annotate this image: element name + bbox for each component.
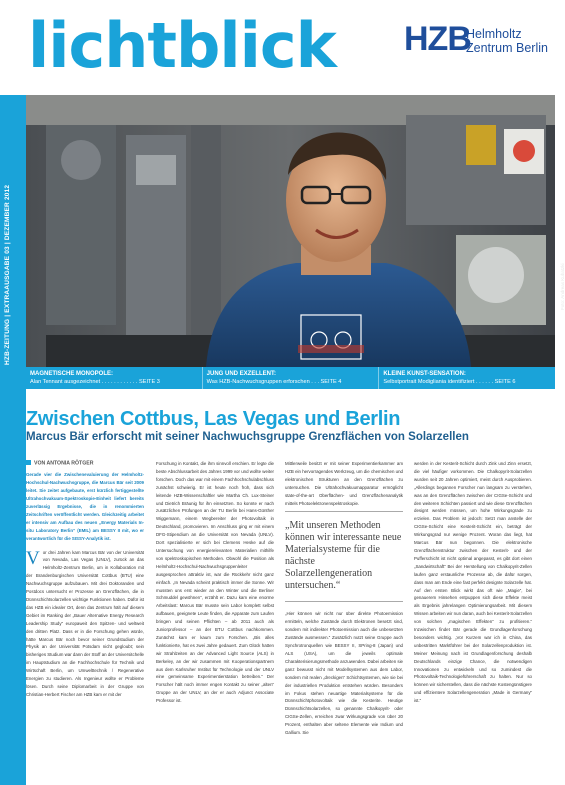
article-column-4: [414, 460, 532, 705]
photo-credit: Foto: Andreas Kubatzki: [560, 263, 565, 310]
article-lead: Gerade vier die Zwischenevaluierung der Helmholtz-Hochschul-Nachwuchsgruppe, die Marcus Bär seit 2009 leitet. Sie zeitet aufgebaute, erst kürzlich fertiggestellte Ultrahochvakuum-Spektroskopie-Einheit liefert bereits zuverlässig Ergebnisse, die in renommierten Zeitschriften veröffentlicht werden. Gleichzeitig arbeitet er intensiv am Aufbau des neuen „Energy Materials In-situ Laboratory Berlin“ (EMIL) am BESSY II mit, wo er verantwortlich für die SISSY-Analytik ist.: [26, 472, 144, 541]
article-paragraph: Forschung in Kontakt, die ihm sinnvoll erschien. Er legte die beste Abschlussarbeit des Jahres 1999 vor und wollte weiter forschen. Doch das war mit einem Fachhochschulabschluss zunächst schwierig. Er ist heute noch froh, dass sich leitende HZB-Wissenschaftler wie Martha Ch. Lux-Steiner und Dietrich Bräunig für ihn einsetzten. So konnte er nach zusätzlichen Prüfungen an der TU Berlin bei Hans-Günther Wiggemann, einem Wegbereiter der Photovoltaik in Deutschland, promovieren. Im Anschluss ging er mit einem DFG-Stipendium an die Universität von Nevada (UNLV). Dort spezialisierte er sich bei Clemens Heske auf die Untersuchung von energierelevanten Materialien mithilfe von spektroskopischen Methoden. Obwohl die Position als Helmholtz-Hochschul-Nachwuchsgruppenleiter ausgesprochen attraktiv ist, war die Rückkehr nicht ganz einfach. „In Nevada scheint praktisch immer die Sonne. Wir mussten uns erst wieder an den Winter und die Berliner Schmuddel gewöhnen“, erzählt er. Dazu kam eine enorme Arbeitslast: Marcus Bär musste sein Labor komplett selbst aufbauen, geeignete Leute finden, die Apparate zum Laufen bringen und seinen Pflichten – ab 2011 auch als Juniorprofessor – an der BTU Cottbus nachkommen. Zunächst kam er kaum zum Forschen. „Bis alles funktionierte, hat es zwei Jahre gedauert. Zum Glück hatten wir Strahlzeiten an der Advanced Light Source (ALS) in Berkeley, an der wir zusammen mit Kooperationspartnern aus dem Karlsruher Institut für Technologie und der UNLV eine gemeinsame Experimentierstation betreiben.“ Der Forscher hält noch immer engen Kontakt zu seiner „alten“ Gruppe an der UNLV, an der er auch Adjunct Associate Professor ist.: [156, 461, 274, 704]
teaser-text: Selbstportrait Modigliania identifiziert . . . . . . SEITE 6: [383, 379, 516, 385]
article-subheadline: Marcus Bär erforscht mit seiner Nachwuchsgruppe Grenzflächen von Solarzellen: [26, 431, 469, 443]
issue-info-text: HZB-ZEITUNG | EXTRAAUSGABE 03 | DEZEMBER 2012: [4, 184, 11, 365]
byline-text: VON ANTONIA RÖTGER: [34, 460, 94, 467]
teaser-heading: JUNG UND EXZELLENT:: [206, 371, 277, 377]
teaser-text: Alan Tennant ausgezeichnet . . . . . . . . . . . . SEITE 3: [30, 379, 160, 385]
teaser-heading: KLEINE KUNST-SENSATION:: [383, 371, 466, 377]
teaser-heading: MAGNETISCHE MONOPOLE:: [30, 371, 114, 377]
article-column-3: [285, 460, 403, 737]
dropcap: V: [26, 547, 40, 569]
hzb-logo-name-line2: Zentrum Berlin: [466, 41, 548, 55]
hzb-logo-mark: HZB: [404, 20, 471, 58]
article-column-2: [156, 460, 274, 705]
article-headline: Zwischen Cottbus, Las Vegas und Berlin: [26, 408, 401, 430]
cover-photo: [26, 95, 565, 367]
cover-photo-illustration: [26, 95, 555, 367]
article-paragraph: [26, 549, 144, 699]
article-paragraph: werden in der Kesterit-Schicht durch Zink und Zinn ersetzt, die viel häufiger vorkommen. Die Chalkopyrit-Solarzellen wurden seit 20 Jahren optimiert, meist durch Ausprobieren. „Allerdings begannen Forscher nun langsam zu verstehen, was an den Grenzflächen zwischen der CIGSe-Schicht und den weiteren Schichten passiert und wie diese Grenzflächen designt werden müssen, um hohe Wirkungsgrade zu erzielen. Das Problem ist jedoch: Setzt man anstelle der CIGSe-Schicht eine Kesterit-Schicht ein, beträgt der Wirkungsgrad nur wenige Prozent. Woran das liegt, hat Marcus Bär nun begonnen. Die elektronische Grenzflächenstruktur zwischen der Kesterit- und der Pufferschicht ist nicht optimal angepasst, es gibt dort einen „Sandwirtschaft“ Bei der Herstellung von Chalkopyrit-Zellen laufen ganz erstaunliche Prozesse ab, die dafür sorgen, dass man am Ende eine fast perfekt designte Solarzelle hat. Auf den ersten Blick wirkt das oft wie „Magie“, bei genauerem Hinsehen entpuppen sich diese Effekte meist als Ergebnis jahrelangen Optimierungsarbeit. Mit diesem Wissen arbeiten wir nun daran, auch bei Kesterit-Solarzellen von solchen „magischen Effekten“ zu profitieren.“ Inzwischen findet Bär gerade die Grundlagenforschung besonders wichtig. „Vor Kurzem war ich in China, das unbestritten Marktführer bei der Solarzellenproduktion ist. Meiner Meinung nach ist Grundlagenforschung deshalb Deutschlands einzige Chance, die notwendigen Innovationen zu entwickeln und so zumindest die Photovoltaik-Technologieführerschaft zu halten. Nur so können wir sicherstellen, dass die nächste Kostengünstigere und effizientere Solarzellengeneration „Made in Germany“ ist.“: [414, 461, 532, 704]
pull-quote: „Mit unseren Methoden können wir interessante neue Materialsysteme für die nächste Solarzellengeneration untersuchen.“: [285, 511, 403, 602]
teaser-text: Was HZB-Nachwuchsgruppen erforschen . . . SEITE 4: [206, 379, 342, 385]
teaser-item[interactable]: [379, 367, 555, 389]
article-paragraph: „Hier können wir nicht nur über direkte Photoemission ermitteln, welche Zustände durch Elektronen besetzt sind, sondern mit indirekter Photoemission auch die unbesetzten Zustände ausmessen.“ Zusätzlich nutzt seine Gruppe auch Synchrotronquellen wie BESSY II, SPring-8 (Japan) und ALS (USA), um die jeweils optimale Charakterisierungsmethode anzuwenden. Dabei arbeiten sie ganz bewusst nicht mit Modellsystemen aus dem Labor, sondern mit realen „dreckigen“ Schichtsystemen, wie sie bei der industriellen Produktion entstehen würden. Besonders im Fokus stehen neuartige Materialsysteme für die Dünnschichtphotovoltaik wie die Kesterite. Heutige Dünnschichtsolarzellen, so genannte Chalkopyrit- oder CIGSe-Zellen, erreichen zwar Wirkungsgrade von über 20 Prozent, enthalten aber seltene Elemente wie Indium und Gallium. Sie: [285, 611, 403, 736]
teaser-item[interactable]: [203, 367, 380, 389]
byline-square-icon: [26, 460, 31, 465]
teaser-bar: [26, 367, 555, 389]
newspaper-title: lichtblick: [28, 9, 336, 82]
masthead: [0, 0, 555, 95]
article-paragraph-text: or drei Jahren kam Marcus Bär von der Universität von Nevada, Las Vegas (UNLV), zurück an das Helmholtz-Zentrum Berlin, um in Kollaboration mit der Brandenburgischen Universität Cottbus (BTU) eine Nachwuchsgruppe aufzubauen. Mit drei Doktoranden und Postdocs untersucht er Prozesse an Grenzflächen, die in Dünnschichtsolarzellen wichtige Funktionen haben. Dafür ist das HZB ein idealer Ort, denn das Zentrum hält auf diesem Gebiet im Ranking der „Bauer Alternative Energy Research Leadership Study“ europaweit den Spitzen- und weltweit den dritten Platz. Dass er in die Forschung gehen würde, hätte Marcus Bär noch bevor seiner Grundstudium der Physik an der Universität Potsdam nicht gegloubt; sein bisheriges Studium war dann der Stoff an der Universitchelle im Hauptstudium an die Fachhochschule für Technik und Wirtschaft Berlin, um Umwelttechnik / Regenerative Energien zu studieren. Als Ingenieur wollte er Probleme lösen. Durch seine Diplomarbeit in der Gruppe von Christian-Herbert Fischer am HZB kam er mit der: [26, 549, 144, 697]
hzb-logo-name: [466, 27, 548, 55]
teaser-item[interactable]: [26, 367, 203, 389]
byline: [26, 460, 144, 468]
article-column-1: [26, 460, 144, 699]
issue-info: [4, 184, 18, 565]
article-paragraph: Mittlerweile besitzt er mit seiner Experimentierkammer am HZB ein hervorragendes Werkzeug, um die chemischen und elektronischen Strukturen an den Grenzflächen zu untersuchen. Die Ultrahochvakuumapparatur ermöglicht state-of-the-art Oberflächen- und Grenzflächenanalytik mittels Photoelektronenspektroskopie.: [285, 461, 403, 506]
hzb-logo-name-line1: Helmholtz: [466, 27, 522, 41]
